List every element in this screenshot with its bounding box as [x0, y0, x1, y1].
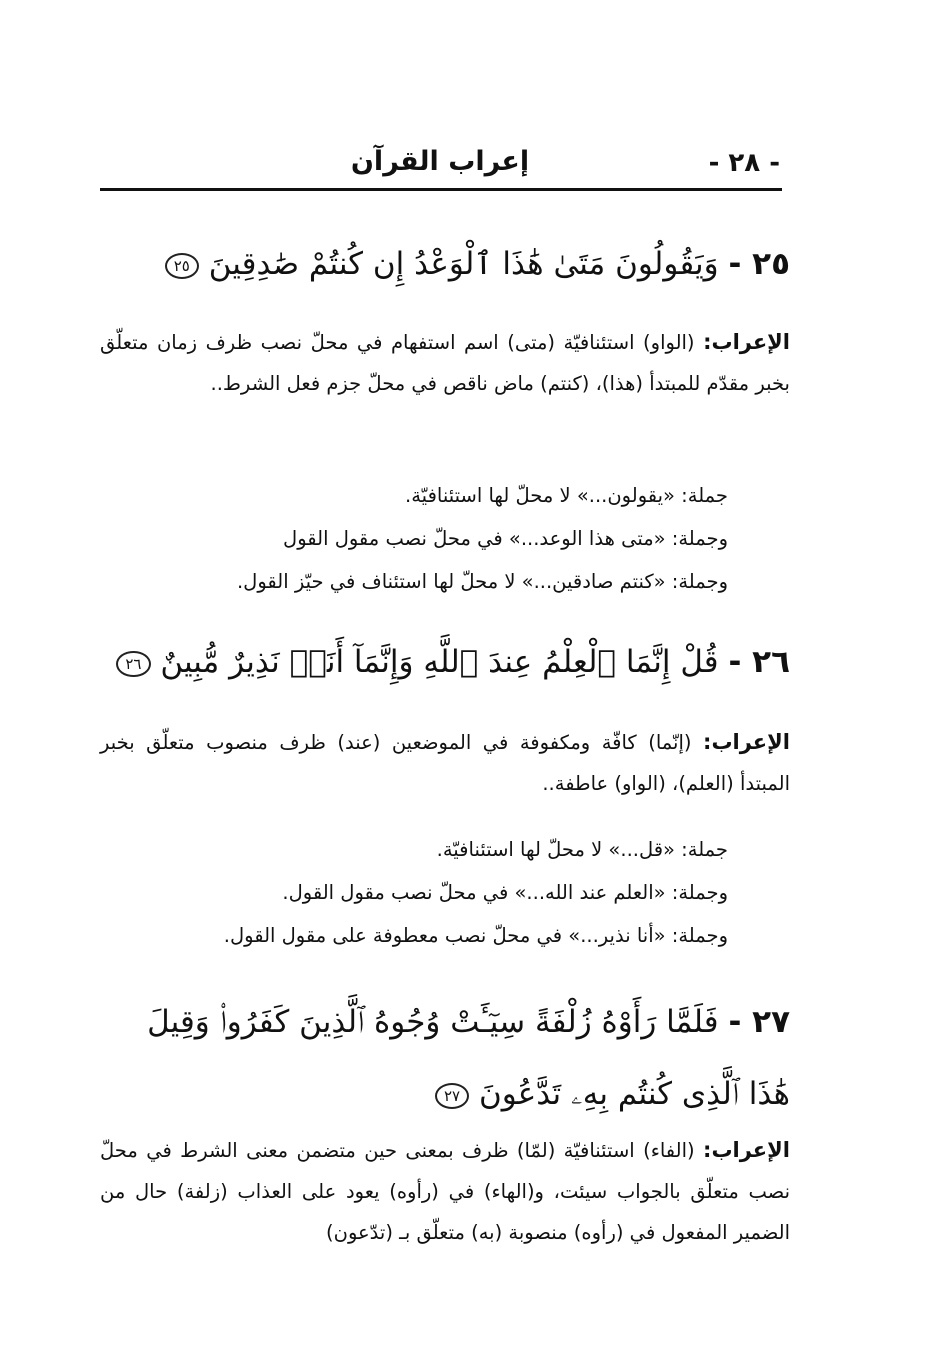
verse-number: ٢٧ -	[728, 1004, 790, 1040]
sentence-item: وجملة: «أنا نذير...» في محلّ نصب معطوفة على مقول القول.	[223, 924, 728, 947]
sentence-list-26	[180, 828, 728, 957]
ayah-end-mark-icon: ٢٥	[165, 253, 199, 279]
page-number: - ٢٨ -	[708, 148, 780, 178]
verse-27	[100, 986, 790, 1130]
sentence-item: وجملة: «كنتم صادقين...» لا محلّ لها استئناف في حيّز القول.	[236, 570, 728, 593]
sentence-item: جملة: «قل...» لا محلّ لها استئنافيّة.	[436, 838, 728, 861]
verse-26	[100, 630, 790, 694]
ayah-end-mark-icon: ٢٦	[116, 651, 150, 677]
verse-text: وَيَقُولُونَ مَتَىٰ هَٰذَا ٱلْوَعْدُ إِن كُنتُمْ صَٰدِقِينَ	[208, 246, 719, 282]
irab-paragraph-25	[100, 322, 790, 404]
ayah-end-mark-icon: ٢٧	[435, 1083, 469, 1109]
irab-text: (الواو) استئنافيّة (متى) اسم استفهام في محلّ نصب ظرف زمان متعلّق بخبر مقدّم للمبتدأ (هذا)، (كنتم) ماض ناقص في محلّ جزم فعل الشرط..	[100, 331, 790, 395]
irab-text: (إنّما) كافّة ومكفوفة في الموضعين (عند) ظرف منصوب متعلّق بخبر المبتدأ (العلم)، (الواو) عاطفة..	[100, 731, 790, 795]
sentence-list-25	[180, 474, 728, 603]
irab-label: الإعراب:	[703, 730, 790, 754]
irab-label: الإعراب:	[703, 1138, 790, 1162]
irab-text: (الفاء) استئنافيّة (لمّا) ظرف بمعنى حين متضمن معنى الشرط في محلّ نصب متعلّق بالجواب سيئت، و(الهاء) في (رأوه) يعود على العذاب (زلفة) حال من الضمير المفعول في (رأوه) منصوبة (به) متعلّق بـ (تدّعون)	[100, 1139, 790, 1244]
irab-paragraph-27	[100, 1130, 790, 1253]
verse-25	[100, 232, 790, 296]
irab-label: الإعراب:	[703, 330, 791, 354]
verse-number: ٢٦ -	[728, 644, 790, 680]
sentence-item: وجملة: «العلم عند الله...» في محلّ نصب مقول القول.	[282, 881, 728, 904]
verse-number: ٢٥ -	[728, 246, 790, 282]
verse-text: فَلَمَّا رَأَوْهُ زُلْفَةً سِيٓـَٔتْ وُجُوهُ ٱلَّذِينَ كَفَرُوا۟ وَقِيلَ هَٰذَا ٱلَّذِى كُنتُم بِهِۦ تَدَّعُونَ	[147, 1004, 790, 1112]
irab-paragraph-26	[100, 722, 790, 804]
sentence-item: جملة: «يقولون...» لا محلّ لها استئنافيّة.	[405, 484, 728, 507]
book-title: إعراب القرآن	[350, 146, 530, 177]
verse-text: قُلْ إِنَّمَا ٱلْعِلْمُ عِندَ ٱللَّهِ وَإِنَّمَآ أَنَا۠ نَذِيرٌ مُّبِينٌ	[160, 644, 719, 680]
page-header	[100, 140, 780, 190]
sentence-item: وجملة: «متى هذا الوعد...» في محلّ نصب مقول القول	[283, 527, 728, 550]
header-rule	[100, 188, 782, 191]
